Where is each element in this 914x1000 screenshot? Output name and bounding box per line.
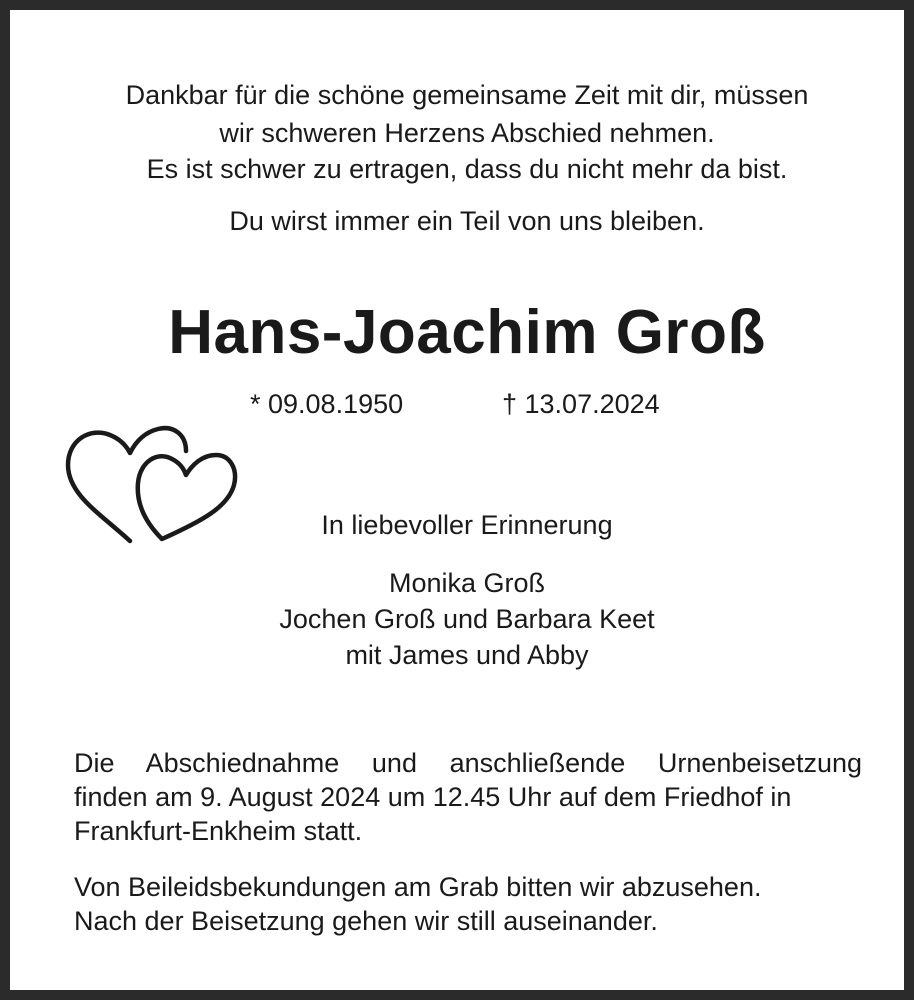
memory-line: In liebevoller Erinnerung: [321, 510, 613, 540]
intro-line-2: wir schweren Herzens Abschied nehmen.: [219, 118, 715, 148]
ceremony-line-2: finden am 9. August 2024 um 12.45 Uhr auf dem Friedhof in: [74, 782, 792, 812]
closing-line-1: Von Beileidsbekundungen am Grab bitten wir abzusehen.: [74, 872, 762, 902]
ceremony-paragraph: [74, 746, 862, 848]
mourner-3: mit James und Abby: [345, 640, 589, 670]
mourner-1: Monika Groß: [388, 568, 546, 598]
closing-paragraph: [74, 870, 862, 938]
ceremony-line-1: Die Abschiednahme und anschließende Urnenbeisetzung: [74, 748, 862, 778]
death-date: † 13.07.2024: [502, 389, 660, 419]
intro-line-1: Dankbar für die schöne gemeinsame Zeit mit dir, müssen: [125, 80, 809, 110]
motto: Du wirst immer ein Teil von uns bleiben.: [229, 206, 705, 236]
birth-date: * 09.08.1950: [250, 389, 404, 419]
deceased-name: Hans-Joachim Groß: [168, 298, 766, 367]
closing-line-2: Nach der Beisetzung gehen wir still auseinander.: [74, 906, 658, 936]
mourner-2: Jochen Groß und Barbara Keet: [279, 604, 655, 634]
intro-line-3: Es ist schwer zu ertragen, dass du nicht mehr da bist.: [146, 154, 788, 184]
ceremony-line-3: Frankfurt-Enkheim statt.: [74, 816, 363, 846]
